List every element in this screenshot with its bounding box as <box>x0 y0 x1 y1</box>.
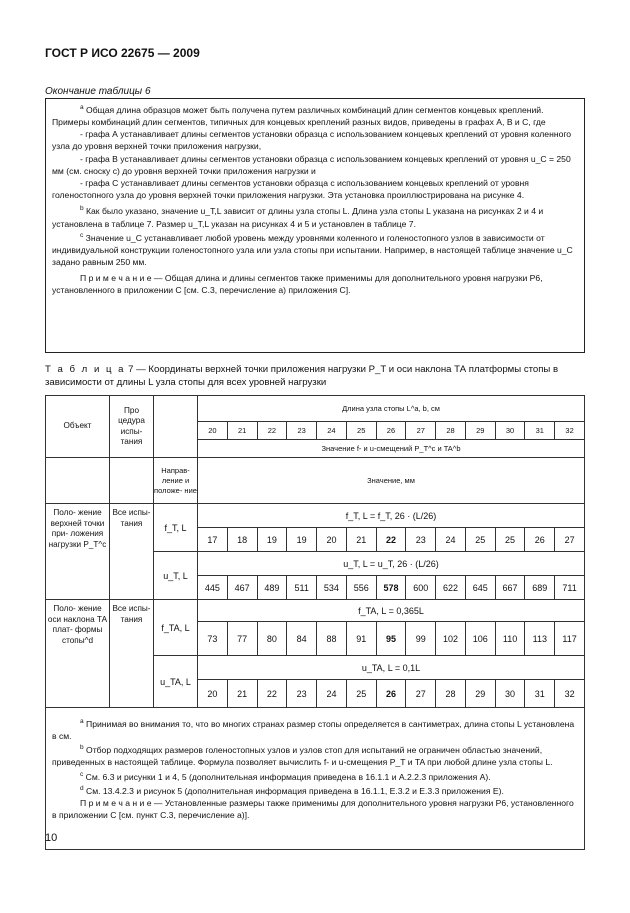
fta-value: 88 <box>317 622 347 656</box>
ut-value: 467 <box>227 576 257 600</box>
uta-formula: u_TA, L = 0,1L <box>198 656 585 680</box>
note-a-item-a: - графа А устанавливает длины сегментов установки образца с использованием концевых креплений от уровня коленного узла до уровня верхней точки приложения нагрузки, <box>52 129 572 152</box>
empty-cell <box>110 458 154 504</box>
table7 <box>45 395 585 850</box>
note-c-text: Значение u_C устанавливает любой уровень между уровнями коленного и голеностопного узлов в зависимости от индивидуальной конструкции голеностопного узла или узла стопы при испытании. Например, в настоящей таблице значение u_C задано равным 250 мм. <box>52 232 573 268</box>
caption-text: 7 — Координаты верхней точки приложения нагрузки P_T и оси наклона ТА платформы стопы в зависимости от длины L узла стопы для всех уровней нагрузки <box>45 364 559 388</box>
ut-formula: u_T, L = u_T, 26 · (L/26) <box>198 552 585 576</box>
length-cell: 26 <box>376 422 406 440</box>
footnote-mark: a <box>80 104 84 111</box>
table-continuation-label: Окончание таблицы 6 <box>45 86 151 97</box>
ft-value: 25 <box>465 528 495 552</box>
fta-value: 95 <box>376 622 406 656</box>
note-a-item-c: - графа С устанавливает длины сегментов установки образца с использованием концевых креплений от уровня голеностопного узла до уровня верхней точки приложения нагрузки. Эта установка проиллюстрирована на рисунке 4. <box>52 178 529 201</box>
fta-value: 99 <box>406 622 436 656</box>
length-cell: 25 <box>346 422 376 440</box>
table7-footnotes: $^a$ Принимая во внимания то, что во многих странах размер стопы определяется в сантиметрах, длина стопы L установлена в см. $^b$ Отбор подходящих размеров голеностопных узлов и узлов стоп для испытаний не ограничен областью значений, приведенных в настоящей таблице. Формула позволяет вычислить f- и u-смещения P_T и TA при любой длине узла стопы L. $^c$ См. 6.3 и рисунки 1 и 4, 5 (дополнительная информация приведена в 16.1.1 и А.2.2.3 приложения А). $^d$ См. 13.4.2.3 и рисунок 5 (дополнительная информация приведена в 16.1.1, Е.3.2 и Е.3.3 приложения Е). П р и м е ч а н и е — Установленные размеры также применимы для дополнительного уровня нагрузки Р6, установленного в приложении С [см. пункт С.3, перечисление а)]. <box>46 708 585 850</box>
length-cell: 31 <box>525 422 555 440</box>
footnote-b: Отбор подходящих размеров голеностопных узлов и узлов стоп для испытаний не ограничен областью значений, приведенных в настоящей таблице. Формула позволяет вычислить f- и u-смещения P_T и TA при любой длине узла стопы L. <box>52 745 553 768</box>
ut-value: 534 <box>317 576 347 600</box>
uta-value: 22 <box>257 680 287 708</box>
length-cell: 27 <box>406 422 436 440</box>
fta-value: 80 <box>257 622 287 656</box>
ft-value: 27 <box>555 528 585 552</box>
ft-label: f_T, L <box>154 504 198 552</box>
length-cell: 30 <box>495 422 525 440</box>
ut-value: 600 <box>406 576 436 600</box>
ut-value: 445 <box>198 576 228 600</box>
footnote-mark: b <box>80 205 84 213</box>
uta-value: 25 <box>346 680 376 708</box>
ut-value: 645 <box>465 576 495 600</box>
note-b-text: Как было указано, значение u_T,L зависит от длины узла стопы L. Длина узла стопы L указана на рисунках 2 и 4 и установлена в таблице 7. Размер u_T,L указан на рисунках 4 и 5 и установлен в таблице 7. <box>52 206 544 229</box>
ft-value: 19 <box>287 528 317 552</box>
uta-value: 29 <box>465 680 495 708</box>
footnote-mark: c <box>80 231 84 239</box>
ut-value: 667 <box>495 576 525 600</box>
length-cell: 29 <box>465 422 495 440</box>
empty-cell <box>46 458 110 504</box>
uta-value: 31 <box>525 680 555 708</box>
note-text: — Общая длина и длины сегментов также применимы для дополнительного уровня нагрузки Р6, установленного в приложении С [см. С.3, перечисление а) приложения С]. <box>52 273 543 296</box>
value-header: Значение, мм <box>198 458 585 504</box>
fta-value: 117 <box>555 622 585 656</box>
uta-value: 24 <box>317 680 347 708</box>
ut-value: 489 <box>257 576 287 600</box>
uta-label: u_TA, L <box>154 656 198 708</box>
fta-value: 77 <box>227 622 257 656</box>
row-pt-procedure: Все испы- тания <box>110 504 154 600</box>
ft-value: 19 <box>257 528 287 552</box>
ft-formula: f_T, L = f_T, 26 · (L/26) <box>198 504 585 528</box>
ft-value: 17 <box>198 528 228 552</box>
uta-value: 21 <box>227 680 257 708</box>
uta-value: 28 <box>436 680 466 708</box>
ft-value: 22 <box>376 528 406 552</box>
fta-value: 113 <box>525 622 555 656</box>
offsets-header: Значение f- и u-смещений P_T^c и TA^b <box>198 440 585 458</box>
ft-value: 24 <box>436 528 466 552</box>
footnote-a: Принимая во внимания то, что во многих странах размер стопы определяется в сантиметрах, длина стопы L установлена в см. <box>52 718 575 742</box>
uta-value: 30 <box>495 680 525 708</box>
ft-value: 20 <box>317 528 347 552</box>
document-header: ГОСТ Р ИСО 22675 — 2009 <box>45 46 200 60</box>
uta-value: 27 <box>406 680 436 708</box>
fta-formula: f_TA, L = 0,365L <box>198 600 585 622</box>
fta-value: 84 <box>287 622 317 656</box>
row-ta-object: Поло- жение оси наклона ТА плат- формы стопы^d <box>46 600 110 708</box>
length-cell: 22 <box>257 422 287 440</box>
page-number: 10 <box>45 832 58 844</box>
fta-value: 73 <box>198 622 228 656</box>
note-text: — Установленные размеры также применимы для дополнительного уровня нагрузки Р6, установленного в приложении С [см. пункт С.3, перечисление а)]. <box>52 797 574 820</box>
length-cell: 28 <box>436 422 466 440</box>
ft-value: 25 <box>495 528 525 552</box>
uta-value: 32 <box>555 680 585 708</box>
ut-value: 578 <box>376 576 406 600</box>
length-cell: 32 <box>555 422 585 440</box>
ft-value: 18 <box>227 528 257 552</box>
ut-value: 556 <box>346 576 376 600</box>
fta-value: 110 <box>495 622 525 656</box>
ft-value: 23 <box>406 528 436 552</box>
length-header: Длина узла стопы L^a, b, см <box>198 396 585 422</box>
fta-value: 106 <box>465 622 495 656</box>
ft-value: 21 <box>346 528 376 552</box>
table7-caption <box>45 364 585 389</box>
fta-value: 91 <box>346 622 376 656</box>
uta-value: 20 <box>198 680 228 708</box>
note-label: П р и м е ч а н и е <box>80 797 152 808</box>
footnote-d: См. 13.4.2.3 и рисунок 5 (дополнительная информация приведена в 16.1.1, Е.3.2 и Е.3.3 приложения Е). <box>86 785 504 796</box>
footnote-c: См. 6.3 и рисунки 1 и 4, 5 (дополнительная информация приведена в 16.1.1 и А.2.2.3 приложения А). <box>85 771 491 782</box>
row-ta-procedure: Все испы- тания <box>110 600 154 708</box>
ut-value: 689 <box>525 576 555 600</box>
fta-label: f_TA, L <box>154 600 198 656</box>
table6-notes <box>45 98 585 353</box>
length-cell: 23 <box>287 422 317 440</box>
fta-value: 102 <box>436 622 466 656</box>
col-object-header: Объект <box>46 396 110 458</box>
length-cell: 20 <box>198 422 228 440</box>
ft-value: 26 <box>525 528 555 552</box>
length-cell: 21 <box>227 422 257 440</box>
uta-value: 23 <box>287 680 317 708</box>
direction-header: Направ- ление и положе- ние <box>154 458 198 504</box>
ut-value: 511 <box>287 576 317 600</box>
note-a-text: Общая длина образцов может быть получена путем различных комбинаций длин сегментов концевых креплений. Примеры комбинаций длин сегментов, типичных для концевых креплений разных видов, приведены в графах А, В и С, где <box>52 104 546 128</box>
ut-label: u_T, L <box>154 552 198 600</box>
uta-value: 26 <box>376 680 406 708</box>
ut-value: 711 <box>555 576 585 600</box>
note-a-item-b: - графа В устанавливает длины сегментов установки образца с использованием концевых креплений от уровня u_C = 250 мм (см. сноску c) до уровня верхней точки приложения нагрузки и <box>52 153 571 176</box>
col-procedure-header: Про цедура испы- тания <box>110 396 154 458</box>
note-label: П р и м е ч а н и е <box>80 273 152 284</box>
empty-header-cell <box>154 396 198 458</box>
ut-value: 622 <box>436 576 466 600</box>
length-cell: 24 <box>317 422 347 440</box>
caption-label: Т а б л и ц а <box>45 364 126 375</box>
row-pt-object: Поло- жение верхней точки при- ложения нагрузки P_T^c <box>46 504 110 600</box>
